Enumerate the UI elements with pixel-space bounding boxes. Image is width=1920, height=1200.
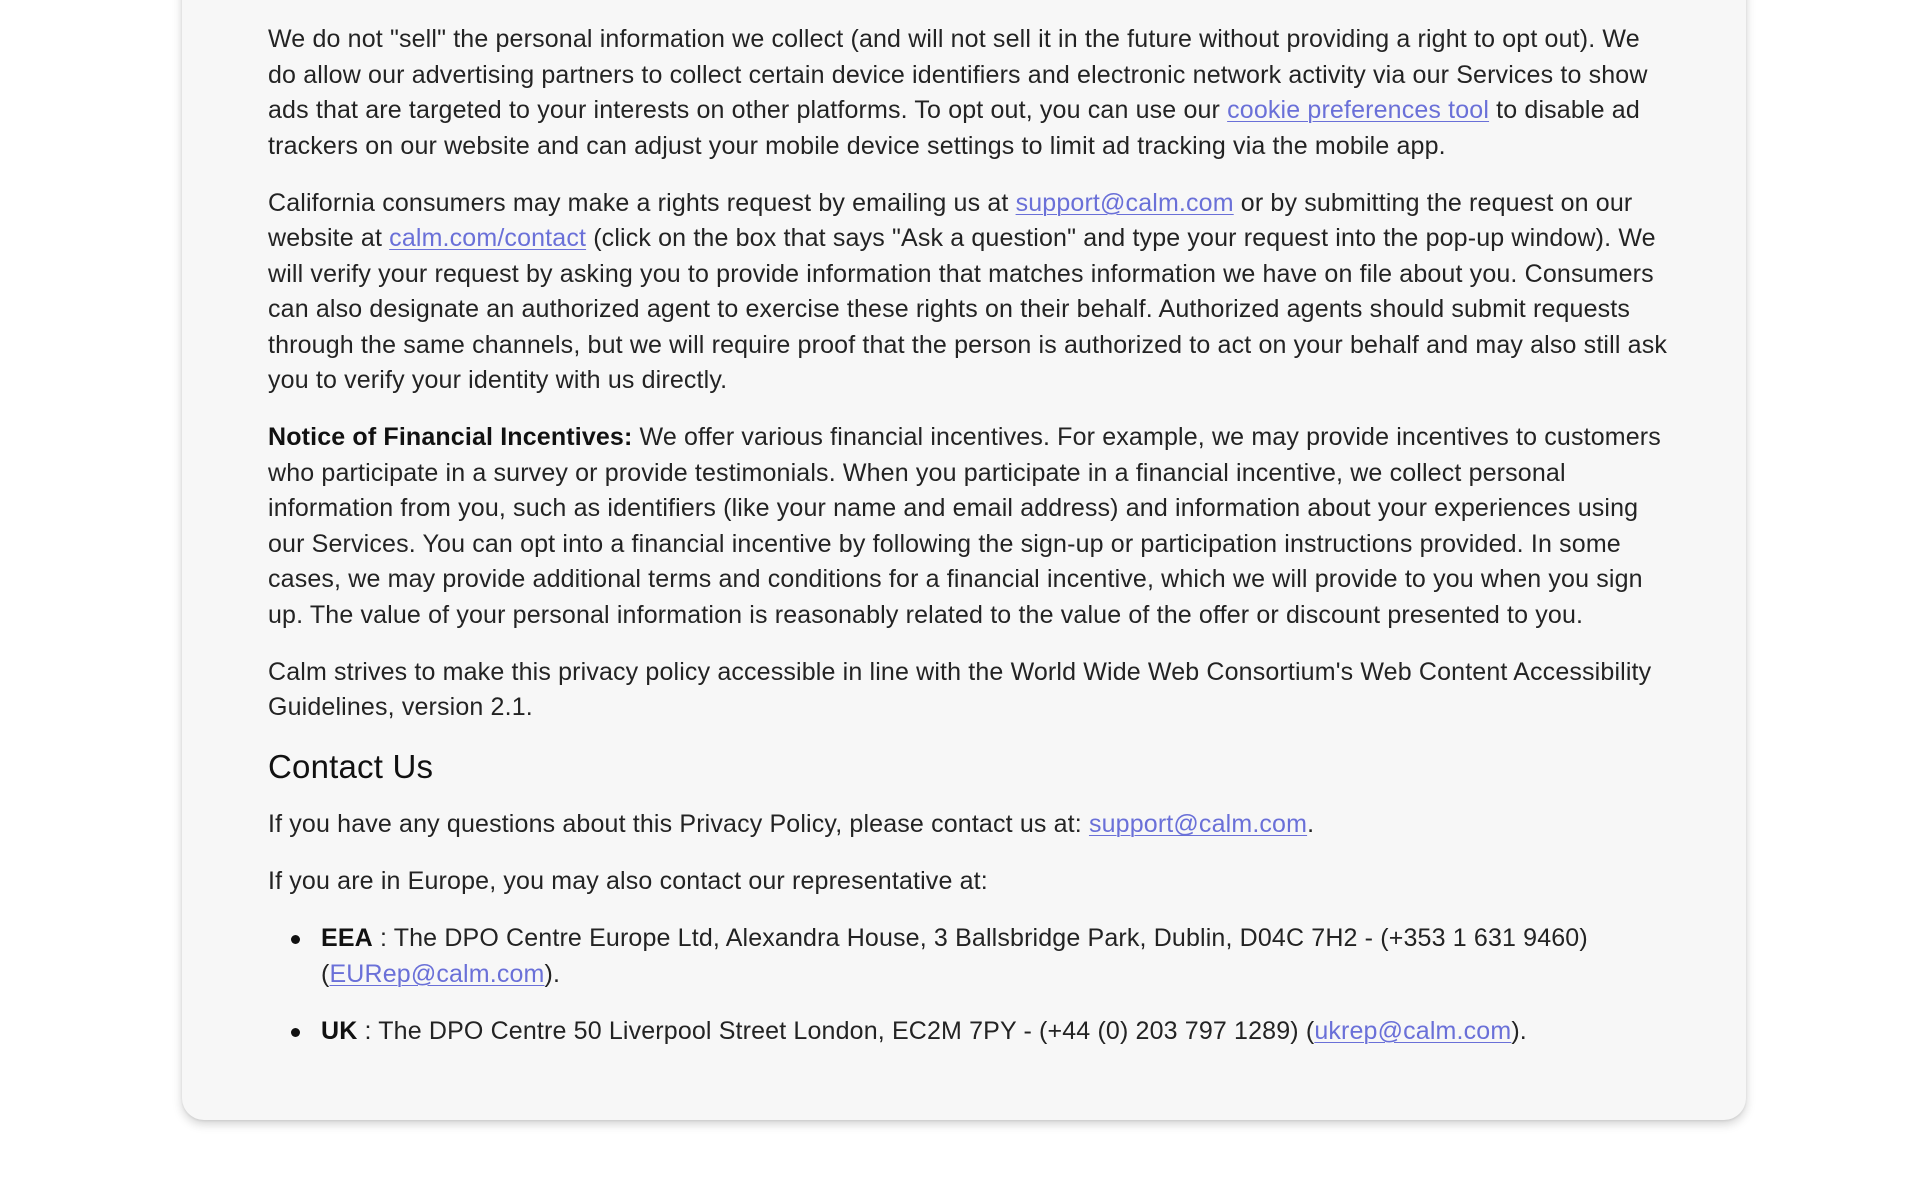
accessibility-paragraph: Calm strives to make this privacy policy accessible in line with the World Wide Web Consortium's Web Content Accessibility Guidelines, version 2.1. <box>268 657 1652 721</box>
bullet-icon <box>291 935 300 944</box>
california-text-3: (click on the box that says "Ask a question" and type your request into the pop-up window). We will verify your request by asking you to provide information that matches information we have on file about you. Consumers can also designate an authorized agent to exercise these rights on their behalf. Authorized agents should submit requests through the same channels, but we will require proof that the person is authorized to act on your behalf and may also still ask you to verify your identity with us directly. <box>268 224 1667 394</box>
california-paragraph <box>268 186 1668 399</box>
eea-label: EEA <box>321 924 373 952</box>
opt-out-text-2: to disable ad trackers on our website and can adjust your mobile device settings to limit ad tracking via the mobile app. <box>268 96 1640 160</box>
financial-incentives-paragraph <box>268 420 1668 633</box>
eu-rep-email-link[interactable]: EURep@calm.com <box>329 959 545 988</box>
bullet-icon <box>291 1028 300 1037</box>
california-text-2: or by submitting the request on our website at <box>268 188 1633 252</box>
cookie-preferences-link[interactable]: cookie preferences tool <box>1227 96 1490 124</box>
contact-questions-paragraph <box>268 807 1668 843</box>
list-item <box>321 1014 1668 1050</box>
list-item <box>321 921 1668 992</box>
opt-out-text-1: We do not "sell" the personal information we collect (and will not sell it in the future without providing a right to opt out). We do allow our advertising partners to collect certain device identifiers and electronic network activity via our Services to show ads that are targeted to your interests on other platforms. To opt out, you can use our <box>268 25 1648 124</box>
europe-paragraph: If you are in Europe, you may also contact our representative at: <box>268 867 988 895</box>
uk-label: UK <box>321 1016 358 1045</box>
representatives-list <box>268 921 1668 1049</box>
contact-questions-end: . <box>1307 810 1315 838</box>
uk-end: ). <box>1511 1016 1527 1045</box>
california-text-1: California consumers may make a rights request by emailing us at <box>268 188 1016 217</box>
uk-rep-email-link[interactable]: ukrep@calm.com <box>1314 1016 1512 1045</box>
financial-incentives-text: We offer various financial incentives. For example, we may provide incentives to customers who participate in a survey or provide testimonials. When you participate in a financial incentive, we collect personal information from you, such as identifiers (like your name and email address) and information about your experiences using our Services. You can opt into a financial incentive by following the sign-up or participation instructions provided. In some cases, we may provide additional terms and conditions for a financial incentive, which we will provide to you when you sign up. The value of your personal information is reasonably related to the value of the offer or discount presented to you. <box>268 423 1661 629</box>
eea-text: : The DPO Centre Europe Ltd, Alexandra House, 3 Ballsbridge Park, Dublin, D04C 7H2 - (+353 1 631 9460) ( <box>321 924 1588 988</box>
uk-text: : The DPO Centre 50 Liverpool Street London, EC2M 7PY - (+44 (0) 203 797 1289) ( <box>357 1016 1315 1045</box>
contact-questions-text: If you have any questions about this Privacy Policy, please contact us at: <box>268 810 1089 838</box>
contact-support-email-link[interactable]: support@calm.com <box>1088 810 1308 838</box>
contact-heading: Contact Us <box>268 748 434 785</box>
eea-end: ). <box>544 959 561 988</box>
financial-incentives-label: Notice of Financial Incentives: <box>268 423 633 451</box>
opt-out-paragraph <box>268 22 1668 164</box>
support-email-link[interactable]: support@calm.com <box>1015 188 1234 217</box>
policy-content <box>268 0 1668 1071</box>
contact-page-link[interactable]: calm.com/contact <box>389 224 587 252</box>
